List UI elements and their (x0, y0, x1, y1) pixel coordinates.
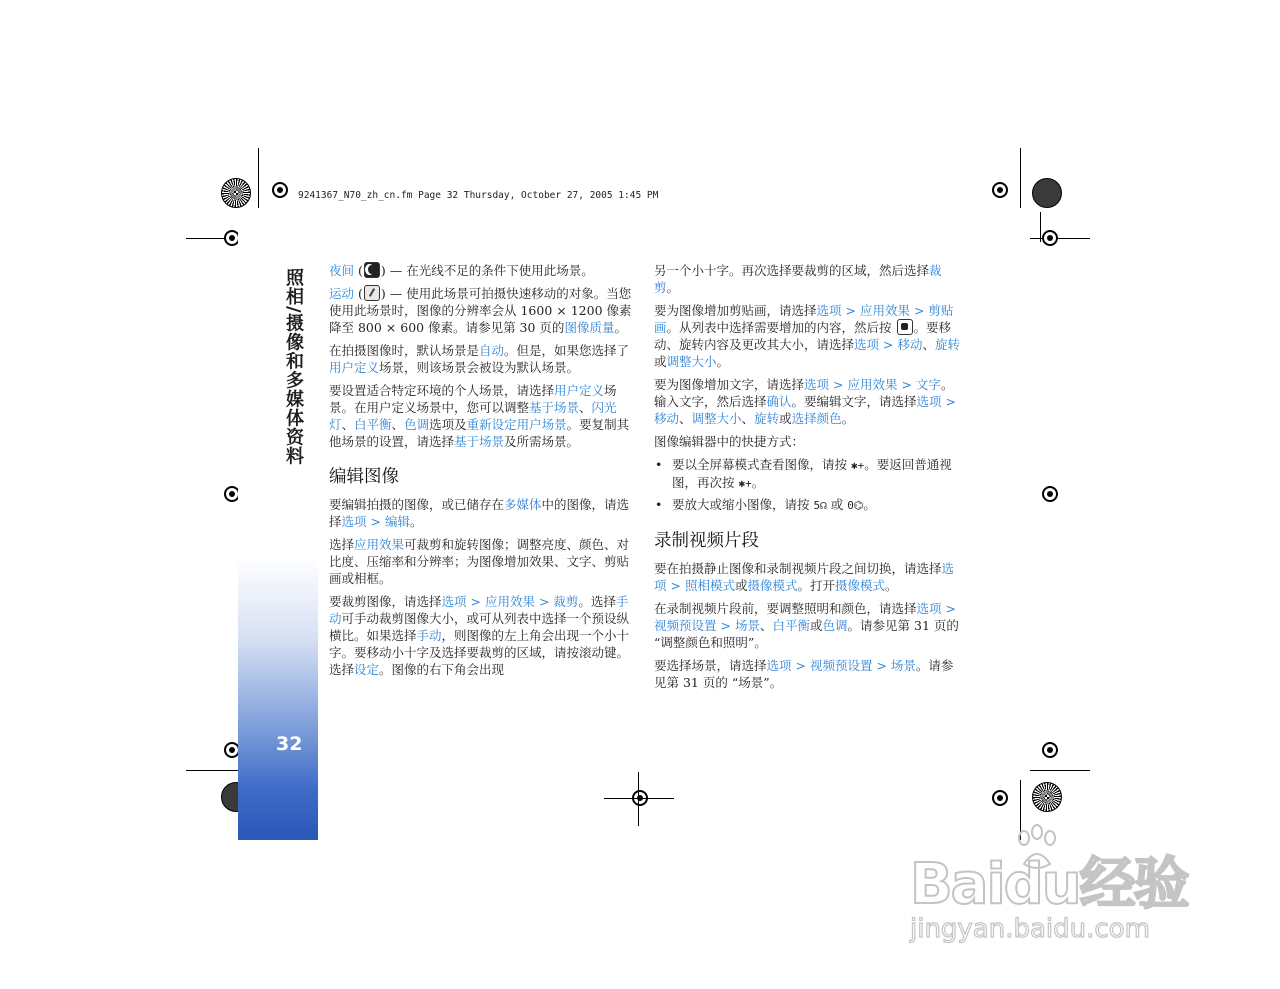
user-defined-link[interactable]: 用户定义 (329, 360, 380, 375)
options-link[interactable]: 选项 (341, 514, 367, 529)
paragraph: 要为图像增加剪贴画，请选择选项 > 应用效果 > 剪贴画。从列表中选择需要增加的内容，然后按 。要移动、旋转内容及更改其大小，请选择选项 > 移动、旋转或调整大小。 (654, 303, 960, 369)
manual-link[interactable]: 手动 (416, 628, 442, 643)
left-column (329, 262, 635, 684)
video-settings-link[interactable]: 视频预设置 (654, 618, 717, 633)
list-item: • 要以全屏幕模式查看图像，请按 ✱+。要返回普通视图，再次按 ✱+。 (654, 456, 960, 492)
move-link[interactable]: 移动 (897, 337, 923, 352)
key-5-icon: 5☊ (813, 499, 827, 512)
scene-based-link[interactable]: 基于场景 (529, 400, 580, 415)
apply-effects-link[interactable]: 应用效果 (354, 537, 405, 552)
color-wheel-icon (221, 178, 251, 208)
star-key-icon: ✱+ (850, 459, 865, 472)
file-info-line: 9241367_N70_zh_cn.fm Page 32 Thursday, October 27, 2005 1:45 PM (298, 190, 659, 201)
resize-link[interactable]: 调整大小 (691, 411, 742, 426)
white-balance-link[interactable]: 白平衡 (354, 417, 392, 432)
options-link[interactable]: 选项 (654, 561, 955, 593)
options-link[interactable]: 选项 (441, 594, 467, 609)
multimedia-link[interactable]: 多媒体 (504, 497, 542, 512)
options-link[interactable]: 选项 (854, 337, 880, 352)
flash-link[interactable]: 闪光灯 (329, 400, 617, 432)
options-link[interactable]: 选项 (916, 601, 942, 616)
apply-effects-link[interactable]: 应用效果 (484, 594, 535, 609)
sport-scene-link[interactable]: 运动 (329, 286, 355, 301)
registration-mark-icon (1042, 486, 1058, 502)
video-settings-link[interactable]: 视频预设置 (809, 658, 873, 673)
apply-effects-link[interactable]: 应用效果 (847, 377, 898, 392)
color-wheel-icon (1032, 178, 1062, 208)
confirm-link[interactable]: 确认 (766, 394, 792, 409)
scene-link[interactable]: 场景 (734, 618, 760, 633)
night-mode-icon (364, 262, 380, 278)
sport-mode-icon (364, 285, 380, 301)
crop-line (1020, 148, 1021, 208)
paragraph: 另一个小十字。再次选择要裁剪的区域，然后选择裁剪。 (654, 263, 942, 295)
paragraph: 要裁剪图像，请选择选项 > 应用效果 > 裁剪。选择手动可手动裁剪图像大小，或可从列表中选择一个预设纵横比。如果选择手动，则图像的左上角会出现一个小十字。要移动小十字及选择要裁剪的区域，请按滚动键。选择设定。图像的右下角会出现 (329, 594, 630, 677)
crop-line (1040, 212, 1041, 242)
manual-link[interactable]: 手动 (329, 594, 629, 626)
paragraph: 选择应用效果可裁剪和旋转图像；调整亮度、颜色、对比度、压缩率和分辨率；为图像增加效果、文字、剪贴画或相框。 (329, 537, 630, 586)
registration-mark-icon (992, 182, 1008, 198)
photo-mode-link[interactable]: 照相模式 (684, 578, 735, 593)
star-key-icon: ✱+ (738, 477, 752, 490)
move-link[interactable]: 移动 (654, 411, 680, 426)
section-heading-record-video: 录制视频片段 (654, 531, 759, 551)
crop-line (1030, 770, 1090, 771)
resize-link[interactable]: 调整大小 (666, 354, 717, 369)
color-tone-link[interactable]: 色调 (404, 417, 430, 432)
paragraph: 夜间 ( ) — 在光线不足的条件下使用此场景。 (329, 263, 594, 278)
crop-line (258, 148, 259, 208)
registration-mark-icon (992, 790, 1008, 806)
right-column (654, 262, 960, 697)
paragraph: 要为图像增加文字，请选择选项 > 应用效果 > 文字。输入文字，然后选择确认。要编辑文字，请选择选项 > 移动、调整大小、旋转或选择颜色。 (654, 377, 957, 426)
scene-link[interactable]: 场景 (890, 658, 916, 673)
chapter-title: 照相/摄像和多媒体资料 (283, 268, 304, 466)
color-tone-link[interactable]: 色调 (822, 618, 848, 633)
text-link[interactable]: 文字 (915, 377, 941, 392)
key-0-icon: 0⌬ (847, 499, 864, 512)
night-scene-link[interactable]: 夜间 (329, 263, 355, 278)
rotate-link[interactable]: 旋转 (754, 411, 780, 426)
image-quality-link[interactable]: 图像质量 (564, 320, 615, 335)
clipart-link[interactable]: 剪贴画 (654, 303, 954, 335)
watermark-brand: Baidu经验 (910, 852, 1188, 917)
list-item: • 要放大或缩小图像，请按 5☊ 或 0⌬。 (654, 496, 960, 514)
shortcut-list (654, 456, 960, 514)
options-link[interactable]: 选项 (816, 303, 842, 318)
auto-link[interactable]: 自动 (479, 343, 505, 358)
crop-line (604, 798, 674, 799)
apply-effects-link[interactable]: 应用效果 (859, 303, 910, 318)
user-defined-link[interactable]: 用户定义 (554, 383, 605, 398)
registration-mark-icon (272, 182, 288, 198)
page-number: 32 (276, 733, 303, 755)
crop-line (186, 770, 246, 771)
paragraph: 在拍摄图像时，默认场景是自动。但是，如果您选择了用户定义场景，则该场景会被设为默认场景。 (329, 343, 630, 375)
paragraph: 在录制视频片段前，要调整照明和颜色，请选择选项 > 视频预设置 > 场景、白平衡或色调。请参见第 31 页的 “调整颜色和照明”。 (654, 601, 959, 650)
select-key-icon (897, 319, 913, 335)
paragraph: 要设置适合特定环境的个人场景，请选择用户定义场景。在用户定义场景中，您可以调整基于场景、闪光灯、白平衡、色调选项及重新设定用户场景。要复制其他场景的设置，请选择基于场景及所需场景。 (329, 383, 630, 449)
registration-mark-icon (1042, 742, 1058, 758)
video-mode-link[interactable]: 摄像模式 (835, 578, 886, 593)
paragraph: 要在拍摄静止图像和录制视频片段之间切换，请选择选项 > 照相模式或摄像模式。打开摄像模式。 (654, 561, 955, 593)
video-mode-link[interactable]: 摄像模式 (747, 578, 798, 593)
set-link[interactable]: 设定 (354, 662, 380, 677)
paragraph: 要编辑拍摄的图像，或已储存在多媒体中的图像，请选择选项 > 编辑。 (329, 497, 630, 529)
scene-based-link[interactable]: 基于场景 (454, 434, 505, 449)
crop-line (638, 772, 639, 826)
select-color-link[interactable]: 选择颜色 (791, 411, 842, 426)
white-balance-link[interactable]: 白平衡 (772, 618, 810, 633)
crop-line (1030, 238, 1090, 239)
options-link[interactable]: 选项 (766, 658, 792, 673)
paragraph: 要选择场景，请选择选项 > 视频预设置 > 场景。请参见第 31 页的 “场景”。 (654, 658, 954, 690)
options-link[interactable]: 选项 (804, 377, 830, 392)
options-link[interactable]: 选项 (916, 394, 942, 409)
paragraph: 运动 ( ) — 使用此场景可拍摄快速移动的对象。当您使用此场景时，图像的分辨率会从 1600 × 1200 像素降至 800 × 600 像素。请参见第 30 页的图像质量。 (329, 286, 632, 335)
baidu-watermark (900, 820, 1220, 980)
paragraph: 图像编辑器中的快捷方式： (654, 434, 805, 449)
crop-link[interactable]: 裁剪 (654, 263, 942, 295)
reset-user-scene-link[interactable]: 重新设定用户场景 (466, 417, 567, 432)
watermark-url: jingyan.baidu.com (910, 914, 1150, 944)
rotate-link[interactable]: 旋转 (934, 337, 960, 352)
color-wheel-icon (1032, 782, 1062, 812)
registration-mark-icon (1042, 230, 1058, 246)
edit-link[interactable]: 编辑 (384, 514, 410, 529)
section-heading-edit-image: 编辑图像 (329, 467, 399, 487)
crop-link[interactable]: 裁剪 (553, 594, 579, 609)
